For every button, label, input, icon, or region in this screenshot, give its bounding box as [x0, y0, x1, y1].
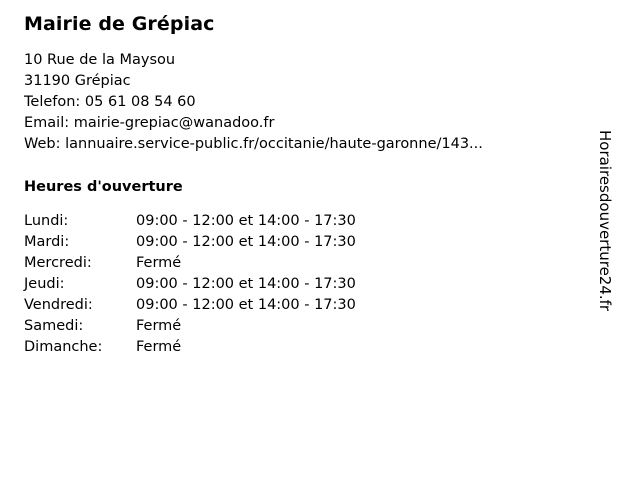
page-title: Mairie de Grépiac [24, 13, 215, 35]
table-row [24, 316, 356, 337]
day-label: Dimanche: [24, 339, 103, 355]
opening-hours-table [24, 211, 356, 358]
address-street: 10 Rue de la Maysou [24, 52, 176, 68]
table-row [24, 211, 356, 232]
day-hours: 09:00 - 12:00 et 14:00 - 17:30 [136, 297, 356, 313]
address-city: 31190 Grépiac [24, 73, 131, 89]
day-hours: Fermé [136, 255, 182, 271]
website-line: Web: lannuaire.service-public.fr/occitanie/haute-garonne/143... [24, 136, 483, 152]
day-label: Mercredi: [24, 255, 92, 271]
table-row [24, 232, 356, 253]
day-hours: Fermé [136, 339, 182, 355]
email-line: Email: mairie-grepiac@wanadoo.fr [24, 115, 275, 131]
phone-line: Telefon: 05 61 08 54 60 [24, 94, 196, 110]
table-row [24, 295, 356, 316]
day-hours: Fermé [136, 318, 182, 334]
day-label: Vendredi: [24, 297, 93, 313]
watermark-brand: Horairesdouverture24.fr [596, 130, 614, 312]
day-hours: 09:00 - 12:00 et 14:00 - 17:30 [136, 234, 356, 250]
table-row [24, 274, 356, 295]
table-row [24, 337, 356, 358]
table-row [24, 253, 356, 274]
day-label: Samedi: [24, 318, 84, 334]
opening-hours-heading: Heures d'ouverture [24, 179, 183, 195]
day-hours: 09:00 - 12:00 et 14:00 - 17:30 [136, 276, 356, 292]
card-content [24, 12, 584, 358]
day-label: Jeudi: [24, 276, 65, 292]
day-label: Mardi: [24, 234, 70, 250]
day-hours: 09:00 - 12:00 et 14:00 - 17:30 [136, 213, 356, 229]
day-label: Lundi: [24, 213, 69, 229]
